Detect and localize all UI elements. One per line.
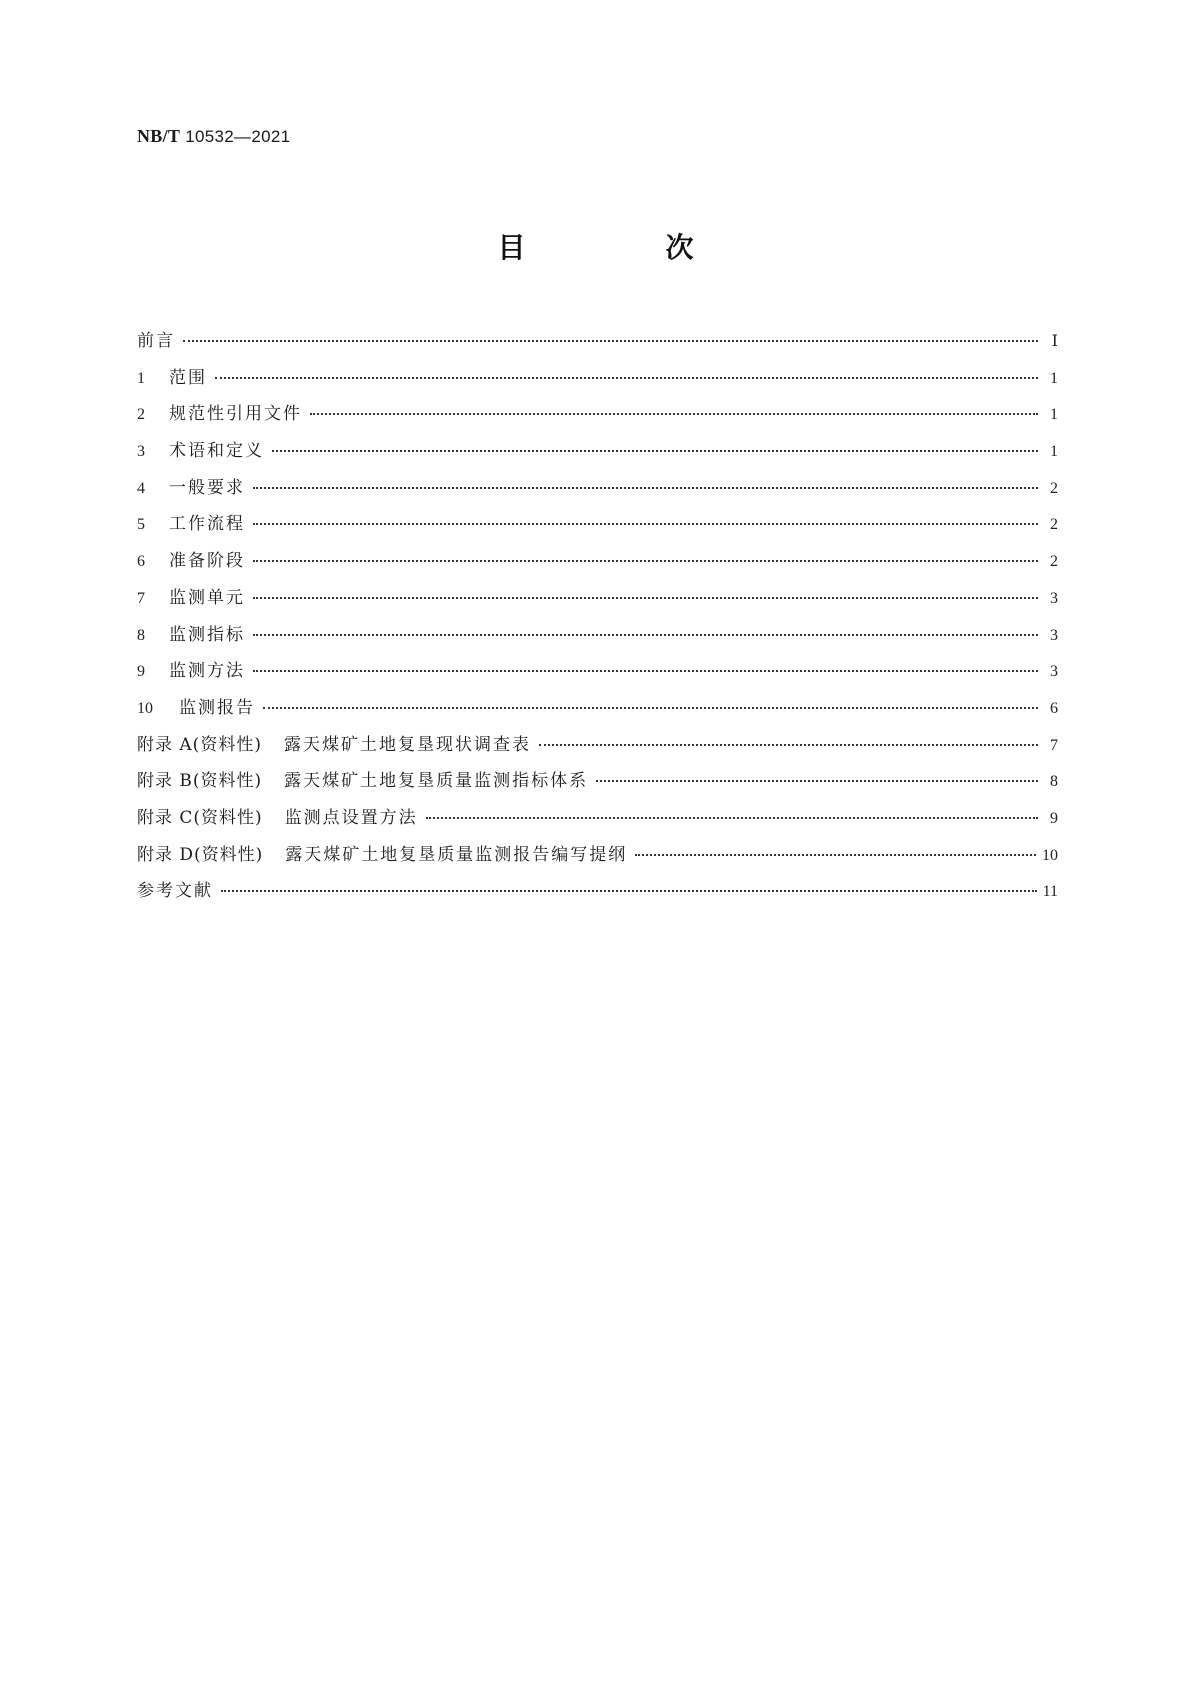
toc-leader (183, 340, 1038, 342)
toc-entry-label: 工作流程 (169, 514, 245, 535)
toc-entry-4[interactable] (137, 473, 1058, 510)
toc-entry-label: 监测方法 (169, 661, 245, 682)
toc-entry-page: 2 (1050, 516, 1058, 534)
toc-entry-page: 2 (1050, 479, 1058, 497)
toc-entry-references[interactable] (137, 876, 1058, 913)
standard-number: 10532—2021 (185, 127, 291, 146)
toc-entry-page: Ⅰ (1051, 333, 1058, 350)
toc-entry-number: 6 (137, 553, 145, 571)
toc-title: 目 次 (497, 231, 750, 264)
toc-leader (263, 707, 1038, 709)
toc-entry-annex-d[interactable] (137, 840, 1058, 877)
toc-entry-1[interactable] (137, 363, 1058, 400)
toc-leader (635, 854, 1036, 856)
toc-entry-page: 3 (1050, 663, 1058, 681)
toc-entry-page: 1 (1050, 406, 1058, 424)
toc-entry-label: 参考文献 (137, 881, 213, 902)
annex-prefix: 附录 B(资料性) (137, 771, 263, 792)
table-of-contents (137, 326, 1058, 913)
toc-entry-label: 范围 (169, 367, 207, 388)
toc-entry-annex-a[interactable] (137, 730, 1058, 767)
toc-entry-label: 准备阶段 (169, 551, 245, 572)
toc-entry-label: 前言 (137, 331, 175, 351)
toc-leader (253, 597, 1038, 599)
toc-entry-7[interactable] (137, 583, 1058, 620)
toc-entry-page: 10 (1042, 846, 1058, 864)
toc-entry-number: 1 (137, 369, 145, 387)
toc-entry-page: 3 (1050, 589, 1058, 607)
toc-entry-label: 露天煤矿土地复垦质量监测报告编写提纲 (285, 844, 628, 865)
toc-entry-page: 1 (1050, 443, 1058, 461)
toc-leader (253, 670, 1038, 672)
toc-entry-page: 7 (1050, 736, 1058, 754)
toc-leader (253, 523, 1038, 525)
toc-entry-label: 露天煤矿土地复垦现状调查表 (283, 734, 531, 755)
toc-entry-5[interactable] (137, 509, 1058, 546)
toc-entry-6[interactable] (137, 546, 1058, 583)
toc-entry-number: 8 (137, 626, 145, 644)
standard-code (137, 126, 290, 147)
annex-prefix: 附录 A(资料性) (137, 734, 262, 755)
toc-leader (253, 634, 1038, 636)
toc-entry-10[interactable] (137, 693, 1058, 730)
toc-entry-number: 2 (137, 406, 145, 424)
toc-entry-label: 术语和定义 (169, 441, 264, 462)
toc-entry-page: 8 (1050, 773, 1058, 791)
toc-leader (253, 560, 1038, 562)
toc-entry-number: 4 (137, 479, 145, 497)
toc-leader (221, 890, 1037, 892)
toc-leader (253, 487, 1038, 489)
toc-entry-label: 监测单元 (169, 587, 245, 608)
toc-entry-page: 1 (1050, 369, 1058, 387)
toc-entry-annex-b[interactable] (137, 766, 1058, 803)
toc-entry-page: 11 (1042, 883, 1058, 901)
toc-entry-label: 规范性引用文件 (169, 404, 302, 425)
toc-entry-label: 监测点设置方法 (284, 807, 418, 828)
toc-entry-label: 露天煤矿土地复垦质量监测指标体系 (284, 771, 589, 792)
toc-entry-label: 一般要求 (169, 477, 245, 498)
toc-entry-page: 9 (1050, 809, 1058, 827)
toc-entry-label: 监测指标 (169, 624, 245, 645)
toc-entry-8[interactable] (137, 620, 1058, 657)
annex-prefix: 附录 D(资料性) (137, 844, 264, 865)
toc-entry-number: 3 (137, 443, 145, 461)
toc-leader (272, 450, 1038, 452)
toc-entry-page: 2 (1050, 553, 1058, 571)
toc-entry-9[interactable] (137, 656, 1058, 693)
toc-entry-number: 7 (137, 589, 145, 607)
toc-leader (215, 377, 1038, 379)
toc-entry-number: 5 (137, 516, 145, 534)
toc-leader (596, 780, 1038, 782)
toc-entry-number: 10 (137, 699, 153, 717)
toc-entry-annex-c[interactable] (137, 803, 1058, 840)
toc-entry-page: 3 (1050, 626, 1058, 644)
toc-entry-2[interactable] (137, 399, 1058, 436)
standard-prefix: NB/T (137, 126, 181, 146)
toc-entry-page: 6 (1050, 699, 1058, 717)
toc-leader (310, 413, 1038, 415)
toc-entry-number: 9 (137, 663, 145, 681)
toc-leader (426, 817, 1038, 819)
toc-entry-3[interactable] (137, 436, 1058, 473)
toc-entry-label: 监测报告 (179, 697, 255, 718)
annex-prefix: 附录 C(资料性) (137, 807, 263, 828)
toc-entry-foreword[interactable] (137, 326, 1058, 363)
toc-leader (539, 744, 1038, 746)
